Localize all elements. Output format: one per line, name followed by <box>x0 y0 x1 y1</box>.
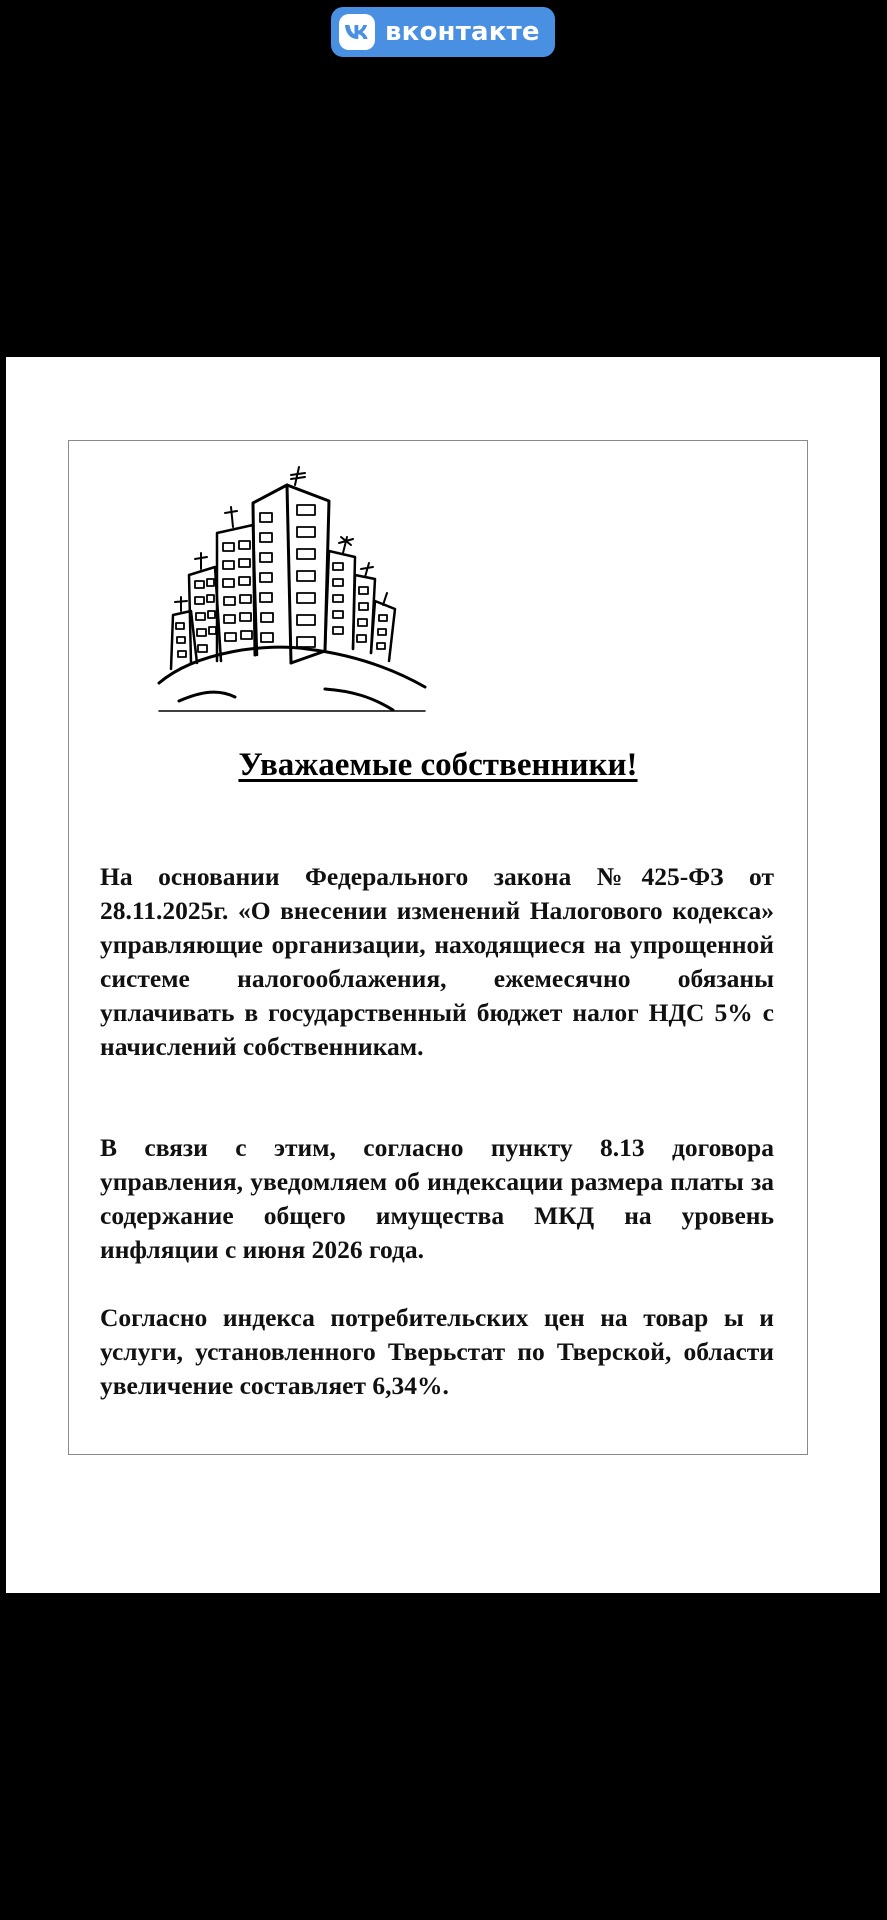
notice-photo <box>6 357 880 1593</box>
vk-badge[interactable] <box>331 7 555 57</box>
notice-frame <box>68 440 808 1455</box>
apartment-buildings-icon <box>157 465 427 715</box>
vk-logo-icon <box>339 14 375 50</box>
notice-paragraph-3: Согласно индекса потребительских цен на товар ы и услуги, установленного Тверьстат по Тверской, области увеличение составляет 6,34%. <box>100 1303 774 1400</box>
notice-heading: Уважаемые собственники! <box>238 747 638 783</box>
notice-paragraph-1: На основании Федерального закона №425-ФЗ от 28.11.2025г. «О внесении изменений Налогового кодекса» управляющие организации, находящиеся на упрощенной системе налогооблажения, ежемесячно обязаны уплачивать в государственный бюджет налог НДС 5% с начислений собственникам. <box>100 862 774 1061</box>
notice-paragraph-2: В связи с этим, согласно пункту 8.13 договора управления, уведомляем об индексации размера платы за содержание общего имущества МКД на уровень инфляции с июня 2026 года. <box>100 1133 774 1264</box>
vk-badge-label: вконтакте <box>385 17 540 47</box>
